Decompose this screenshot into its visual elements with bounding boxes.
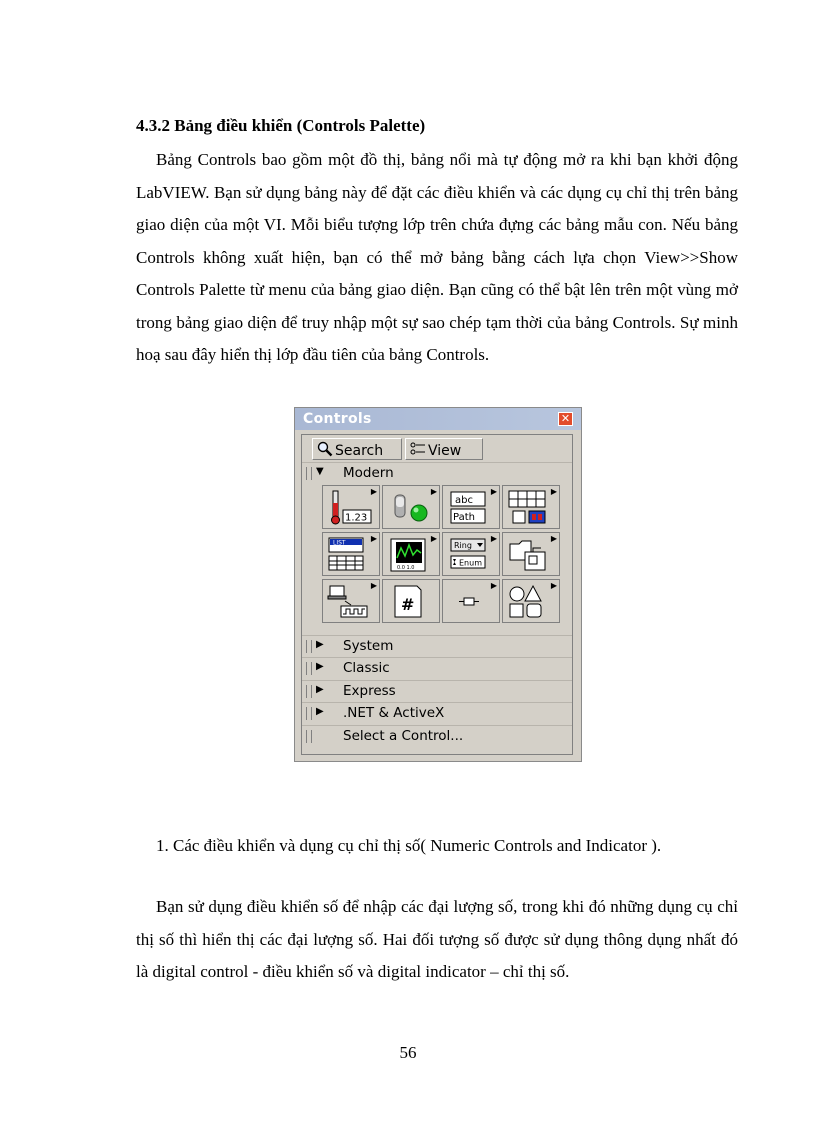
page-number: 56: [399, 1043, 417, 1062]
graph-palette-cell[interactable]: [382, 532, 440, 576]
section-heading: 4.3.2 Bảng điều khiển (Controls Palette): [136, 116, 426, 135]
ring-enum-icon: [447, 536, 497, 574]
grip-handle[interactable]: [306, 730, 312, 743]
select-a-control-item[interactable]: [302, 725, 572, 747]
boolean-palette-cell[interactable]: [382, 485, 440, 529]
numeric-paragraph: Bạn sử dụng điều khiển số để nhập các đại lượng số, trong khi đó những dụng cụ chỉ thị số thì hiển thị các đại lượng số. Hai đối tượng số được sử dụng thông dụng nhất đó là digital control - điều khiển số và digital indicator – chỉ thị số.: [136, 897, 738, 981]
search-button[interactable]: [312, 438, 402, 460]
category-label: Express: [343, 683, 396, 699]
select-control-label: Select a Control...: [343, 728, 464, 744]
refnum-palette-cell[interactable]: [382, 579, 440, 623]
submenu-arrow-icon: ▶: [550, 487, 557, 496]
grip-handle[interactable]: [306, 640, 312, 653]
controls-palette-window[interactable]: [294, 407, 582, 762]
category-system[interactable]: [302, 635, 572, 657]
folder-container-icon: [507, 536, 557, 574]
string-path-palette-cell[interactable]: [442, 485, 500, 529]
list-table-palette-cell[interactable]: [322, 532, 380, 576]
variant-icon: [447, 583, 497, 621]
view-list-icon: [410, 441, 426, 461]
category-express[interactable]: [302, 680, 572, 702]
svg-text:Path: Path: [453, 512, 475, 523]
numbered-item: 1. Các điều khiển và dụng cụ chỉ thị số( Numeric Controls and Indicator ).: [156, 836, 662, 855]
svg-text:0.0 1.0: 0.0 1.0: [397, 565, 415, 571]
submenu-arrow-icon: ▶: [490, 581, 497, 590]
io-palette-cell[interactable]: [322, 579, 380, 623]
submenu-arrow-icon: ▶: [550, 534, 557, 543]
grip-handle[interactable]: [306, 662, 312, 675]
submenu-arrow-icon: ▶: [490, 534, 497, 543]
submenu-arrow-icon: ▶: [430, 487, 437, 496]
collapsed-arrow-icon: ▶: [316, 661, 324, 672]
list-table-icon: [327, 536, 377, 574]
grip-handle[interactable]: [306, 467, 312, 480]
category-dotnet-activex[interactable]: [302, 702, 572, 724]
ring-enum-palette-cell[interactable]: [442, 532, 500, 576]
submenu-arrow-icon: ▶: [490, 487, 497, 496]
shapes-decoration-icon: [507, 583, 557, 621]
collapsed-arrow-icon: ▶: [316, 706, 324, 717]
array-matrix-icon: [507, 489, 557, 527]
variant-class-palette-cell[interactable]: [442, 579, 500, 623]
category-classic[interactable]: [302, 657, 572, 679]
array-cluster-palette-cell[interactable]: [502, 485, 560, 529]
decorations-palette-cell[interactable]: [502, 579, 560, 623]
submenu-arrow-icon: ▶: [370, 581, 377, 590]
refnum-hash-icon: [387, 583, 437, 621]
submenu-arrow-icon: ▶: [550, 581, 557, 590]
graph-icon: [387, 536, 437, 574]
intro-paragraph: Bảng Controls bao gồm một đồ thị, bảng nổi mà tự động mở ra khi bạn khởi động LabVIEW. Bạn sử dụng bảng này để đặt các điều khiển và các dụng cụ chỉ thị trên bảng giao diện của một VI. Mỗi biểu tượng lớp trên chứa đựng các bảng mẫu con. Nếu bảng Controls không xuất hiện, bạn có thể mở bảng bằng cách lựa chọn View>>Show Controls Palette từ menu của bảng giao diện. Bạn cũng có thể bật lên trên một vùng mở trong bảng giao diện để truy nhập một sự sao chép tạm thời của bảng Controls. Sự minh hoạ sau đây hiển thị lớp đầu tiên của bảng Controls.: [136, 150, 738, 364]
svg-text:Enum: Enum: [459, 558, 482, 568]
close-button[interactable]: ✕: [558, 412, 573, 426]
submenu-arrow-icon: ▶: [370, 487, 377, 496]
category-label: Classic: [343, 660, 390, 676]
svg-text:abc: abc: [455, 495, 473, 506]
palette-titlebar[interactable]: [295, 408, 581, 430]
palette-title: Controls: [303, 411, 372, 427]
collapsed-arrow-icon: ▶: [316, 639, 324, 650]
collapsed-arrow-icon: ▶: [316, 684, 324, 695]
submenu-arrow-icon: ▶: [430, 534, 437, 543]
submenu-arrow-icon: ▶: [370, 534, 377, 543]
expanded-arrow-icon: ▼: [316, 466, 324, 477]
boolean-icon: [387, 489, 437, 527]
grip-handle[interactable]: [306, 707, 312, 720]
search-button-label: Search: [335, 443, 384, 459]
io-waveform-icon: [327, 583, 377, 621]
svg-text:LIST: LIST: [333, 539, 346, 547]
svg-text:#: #: [401, 595, 415, 614]
category-label: System: [343, 638, 394, 654]
view-button[interactable]: [405, 438, 483, 460]
palette-body: [301, 434, 573, 755]
string-path-icon: [447, 489, 497, 527]
containers-palette-cell[interactable]: [502, 532, 560, 576]
category-modern[interactable]: [302, 462, 572, 484]
svg-text:Ring: Ring: [454, 541, 472, 550]
view-button-label: View: [428, 443, 462, 459]
numeric-icon: [327, 489, 377, 527]
numeric-palette-cell[interactable]: [322, 485, 380, 529]
magnifier-icon: [317, 441, 333, 461]
category-label: Modern: [343, 465, 394, 481]
modern-subpalette-grid: [322, 485, 562, 627]
svg-text:1.23: 1.23: [345, 512, 368, 524]
grip-handle[interactable]: [306, 685, 312, 698]
category-label: .NET & ActiveX: [343, 705, 445, 721]
